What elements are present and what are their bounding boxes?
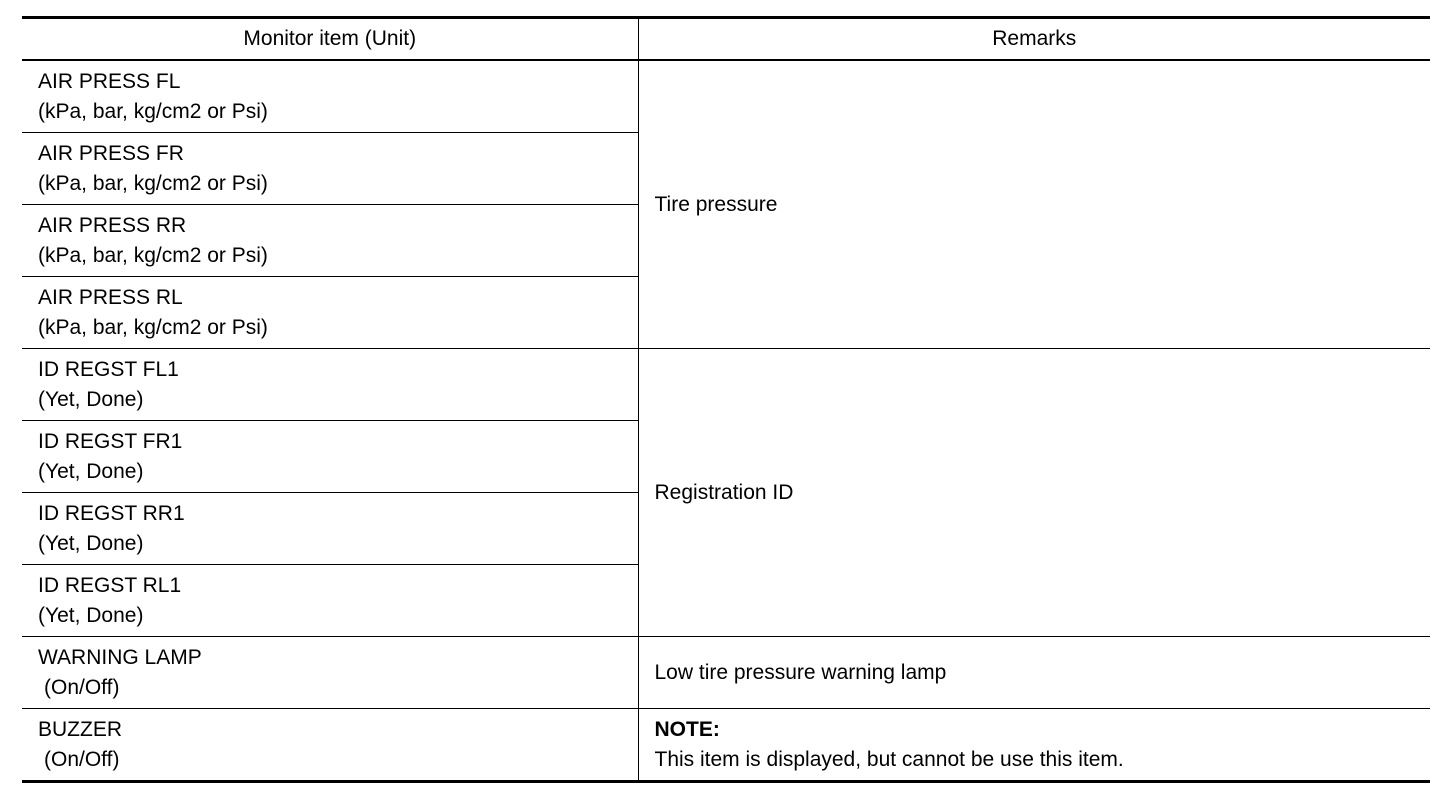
- item-unit: (kPa, bar, kg/cm2 or Psi): [38, 315, 268, 339]
- item-unit: (kPa, bar, kg/cm2 or Psi): [38, 243, 268, 267]
- monitor-item-cell: [22, 565, 638, 637]
- item-name: ID REGST FL1: [38, 357, 179, 381]
- monitor-item-table: [22, 16, 1430, 783]
- monitor-item-cell: [22, 205, 638, 277]
- table-row: [22, 60, 1430, 133]
- item-name: WARNING LAMP: [38, 645, 202, 669]
- item-unit: (kPa, bar, kg/cm2 or Psi): [38, 171, 268, 195]
- note-label: NOTE:: [654, 717, 720, 741]
- table-row: [22, 637, 1430, 709]
- monitor-item-cell: [22, 637, 638, 709]
- item-name: BUZZER: [38, 717, 122, 741]
- table-header-row: [22, 18, 1430, 61]
- remark-cell: [638, 60, 1430, 349]
- item-name: AIR PRESS FR: [38, 141, 184, 165]
- item-unit: (Yet, Done): [38, 531, 144, 555]
- item-name: ID REGST RL1: [38, 573, 182, 597]
- monitor-item-cell: [22, 60, 638, 133]
- table-row: [22, 709, 1430, 782]
- item-name: AIR PRESS RL: [38, 285, 183, 309]
- monitor-item-cell: [22, 133, 638, 205]
- remark-cell: [638, 637, 1430, 709]
- remark-text: Registration ID: [654, 480, 794, 504]
- remark-cell: [638, 709, 1430, 782]
- note-text: This item is displayed, but cannot be use this item.: [654, 747, 1124, 771]
- item-unit: (Yet, Done): [38, 387, 144, 411]
- item-unit: (Yet, Done): [38, 603, 144, 627]
- item-name: AIR PRESS RR: [38, 213, 187, 237]
- remark-text: Tire pressure: [654, 192, 778, 216]
- monitor-item-cell: [22, 421, 638, 493]
- monitor-item-cell: [22, 277, 638, 349]
- item-unit: (On/Off): [44, 675, 120, 699]
- remark-text: Low tire pressure warning lamp: [654, 660, 947, 684]
- table-row: [22, 349, 1430, 421]
- remark-cell: [638, 349, 1430, 637]
- monitor-item-cell: [22, 493, 638, 565]
- monitor-item-cell: [22, 349, 638, 421]
- header-monitor-item: Monitor item (Unit): [22, 18, 638, 61]
- item-unit: (kPa, bar, kg/cm2 or Psi): [38, 99, 268, 123]
- item-unit: (On/Off): [44, 747, 120, 771]
- item-name: ID REGST FR1: [38, 429, 183, 453]
- monitor-item-cell: [22, 709, 638, 782]
- header-remarks: Remarks: [638, 18, 1430, 61]
- item-name: AIR PRESS FL: [38, 69, 181, 93]
- item-unit: (Yet, Done): [38, 459, 144, 483]
- item-name: ID REGST RR1: [38, 501, 185, 525]
